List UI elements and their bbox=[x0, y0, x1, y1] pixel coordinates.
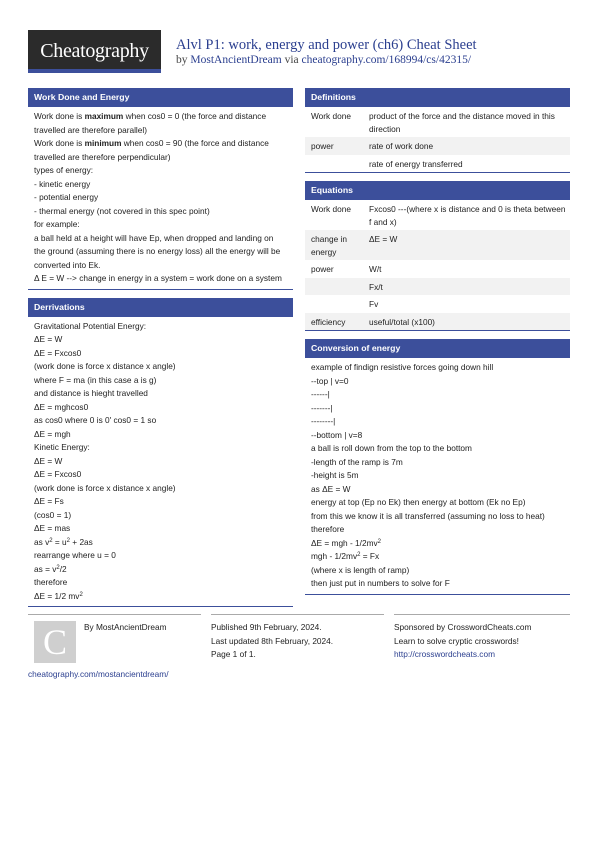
table-row: Work done product of the force and the distance moved in this direction bbox=[311, 111, 555, 134]
text-line: (work done is force x distance x angle) bbox=[34, 482, 176, 493]
sponsor-tagline: Learn to solve cryptic crosswords! bbox=[394, 635, 519, 646]
text-line: Work done is minimum when cos0 = 90 (the force and distance travelled are therefore perpendicular) bbox=[34, 138, 269, 162]
text-line: as $v^2 = u^2 + 2as$ bbox=[34, 536, 93, 547]
section-body bbox=[28, 107, 293, 290]
page-title: Alvl P1: work, energy and power (ch6) Cheat Sheet bbox=[176, 37, 477, 53]
text-line: therefore bbox=[311, 524, 345, 534]
logo-underline bbox=[28, 69, 161, 73]
author-link[interactable]: MostAncientDream bbox=[190, 54, 282, 66]
section-body bbox=[28, 317, 293, 608]
text-line: mgh - $1/2mv^2 = Fx$ bbox=[311, 551, 380, 561]
text-line: and distance is hieght travelled bbox=[34, 388, 148, 398]
text-line: -height is 5m bbox=[311, 470, 359, 480]
text-line: as ΔE = W bbox=[311, 483, 351, 494]
definitions-table bbox=[305, 107, 570, 172]
text-line: rearrange where u = 0 bbox=[34, 550, 116, 560]
text-line: Δ E = W --> change in energy in a system = work done on a system bbox=[34, 273, 282, 283]
section-body bbox=[305, 358, 570, 595]
section-heading: Definitions bbox=[305, 88, 570, 107]
text-line: (where x is length of ramp) bbox=[311, 564, 410, 575]
text-line: energy at top (Ep no Ek) then energy at bottom (Ek no Ep) bbox=[311, 497, 526, 507]
section-definitions bbox=[305, 88, 570, 173]
cheatography-logo[interactable] bbox=[28, 30, 161, 73]
section-heading: Derrivations bbox=[28, 298, 293, 317]
footer-author-link[interactable]: MostAncientDream bbox=[96, 622, 167, 632]
table-row: Fx/t bbox=[305, 278, 570, 296]
text-line: example of findign resistive forces going down hill bbox=[311, 362, 494, 372]
text-line: ΔE = mgh - $1/2mv^2$ bbox=[311, 537, 381, 548]
footer-byline: By MostAncientDream bbox=[84, 622, 167, 632]
section-heading: Conversion of energy bbox=[305, 339, 570, 358]
text-line: types of energy: bbox=[34, 165, 94, 175]
sponsor-name-link[interactable]: CrosswordCheats.com bbox=[447, 622, 532, 632]
table-row: Work done Fxcos0 ---(where x is distance and 0 is theta between f and x) bbox=[311, 204, 566, 227]
text-line: (cos0 = 1) bbox=[34, 509, 72, 520]
text-line: ΔE = mas bbox=[34, 523, 71, 533]
updated-date: Last updated 8th February, 2024. bbox=[211, 635, 334, 646]
text-line: (work done is force x distance x angle) bbox=[34, 361, 176, 371]
text-line: as cos0 where 0 is 0' cos0 = 1 so bbox=[34, 415, 157, 425]
equations-table bbox=[305, 200, 570, 330]
section-derivations bbox=[28, 298, 293, 608]
table-row: power rate of work done bbox=[305, 137, 570, 155]
text-line: then just put in numbers to solve for F bbox=[311, 578, 450, 588]
text-line: ΔE = Fxcos0 bbox=[34, 469, 82, 479]
text-line: --------| bbox=[311, 416, 336, 426]
text-line: where F = ma (in this case a is g) bbox=[34, 374, 157, 385]
by-prefix: by bbox=[176, 54, 188, 66]
left-column bbox=[28, 88, 293, 615]
text-line: Gravitational Potential Energy: bbox=[34, 320, 147, 331]
via-text: via bbox=[284, 54, 299, 66]
text-line: as = $v^2/2$ bbox=[34, 563, 67, 574]
text-line: --top | v=0 bbox=[311, 375, 349, 386]
author-profile-link[interactable]: cheatography.com/mostancientdream/ bbox=[28, 669, 169, 679]
text-line: ΔE = mgh bbox=[34, 428, 71, 439]
sheet-url-link[interactable]: cheatography.com/168994/cs/42315/ bbox=[301, 54, 472, 66]
text-line: ΔE = W bbox=[34, 455, 63, 466]
text-line: therefore bbox=[34, 577, 68, 587]
text-line: ΔE = W bbox=[34, 334, 63, 344]
text-line: --bottom | v=8 bbox=[311, 429, 363, 440]
text-line: ΔE = Fs bbox=[34, 496, 64, 506]
table-row: efficiency useful/total (x100) bbox=[305, 313, 570, 331]
text-line: a ball held at a height will have Ep, when dropped and landing on the ground (assuming there is no energy loss) all the energy will be converted into Ek. bbox=[34, 232, 281, 270]
section-heading: Equations bbox=[305, 181, 570, 200]
text-line: -length of the ramp is 7m bbox=[311, 456, 403, 467]
sponsor-line: Sponsored by CrosswordCheats.com bbox=[394, 622, 532, 632]
text-line: - kinetic energy bbox=[34, 178, 91, 189]
text-line: -------| bbox=[311, 402, 333, 413]
logo-text: Cheatography bbox=[40, 40, 149, 62]
table-row: change in energy ΔE = W bbox=[305, 230, 570, 260]
table-row: power W/t bbox=[311, 264, 382, 274]
text-line: - thermal energy (not covered in this spec point) bbox=[34, 205, 210, 216]
section-conversion bbox=[305, 339, 570, 595]
text-line: - potential energy bbox=[34, 192, 99, 202]
text-line: ------| bbox=[311, 389, 330, 399]
sponsor-url-link[interactable]: http://crosswordcheats.com bbox=[394, 649, 495, 659]
section-heading: Work Done and Energy bbox=[28, 88, 293, 107]
text-line: from this we know it is all transferred (assuming no loss to heat) bbox=[311, 510, 545, 521]
text-line: Work done is maximum when cos0 = 0 (the force and distance travelled are therefore parallel) bbox=[34, 111, 267, 135]
text-line: for example: bbox=[34, 219, 80, 229]
text-line: a ball is roll down from the top to the bottom bbox=[311, 443, 472, 453]
text-line: ΔE = 1/2 $mv^2$ bbox=[34, 590, 83, 601]
text-line: ΔE = Fxcos0 bbox=[34, 347, 82, 358]
section-work-done bbox=[28, 88, 293, 290]
byline bbox=[176, 54, 471, 66]
right-column bbox=[305, 88, 570, 603]
table-row: rate of energy transferred bbox=[369, 158, 463, 169]
text-line: Kinetic Energy: bbox=[34, 442, 90, 452]
published-date: Published 9th February, 2024. bbox=[211, 622, 322, 632]
avatar[interactable]: C bbox=[34, 621, 76, 663]
footer-sponsor bbox=[394, 614, 570, 684]
table-row: Fv bbox=[369, 299, 379, 309]
page-number: Page 1 of 1. bbox=[211, 649, 256, 659]
footer-dates bbox=[211, 614, 384, 684]
section-equations bbox=[305, 181, 570, 331]
text-line: ΔE = mghcos0 bbox=[34, 401, 89, 412]
